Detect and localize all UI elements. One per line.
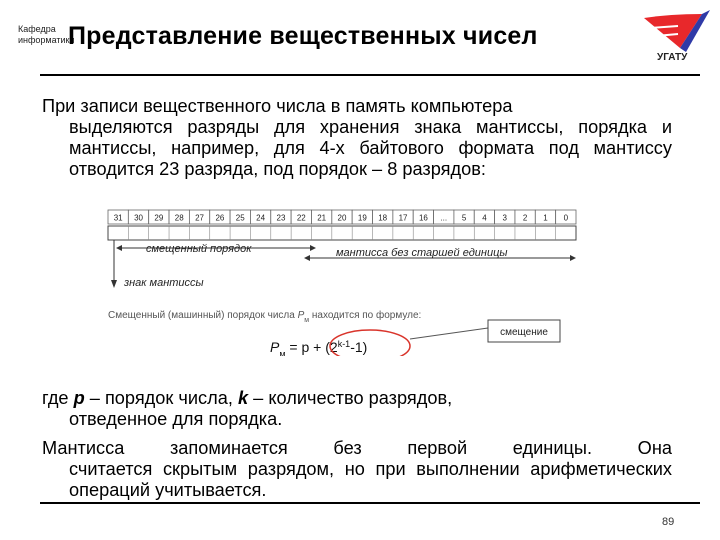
p2-p: p [73, 388, 85, 408]
storage-row [108, 226, 576, 240]
formula-M: м [279, 349, 286, 356]
bit-number: 26 [215, 213, 225, 223]
bit-number: 4 [482, 213, 487, 223]
bit-number: 0 [563, 213, 569, 223]
paragraph-intro [42, 96, 672, 180]
bit-number: 28 [174, 213, 184, 223]
bit-number: 19 [357, 213, 367, 223]
bit-layout-diagram [100, 206, 590, 356]
bit-number: 17 [398, 213, 408, 223]
formula-exp: k-1 [337, 339, 351, 349]
p2-mid: – порядок числа, [84, 388, 238, 408]
bit-number: 23 [276, 213, 286, 223]
paragraph-definition [42, 388, 672, 430]
department-line-1: Кафедра [18, 24, 56, 34]
p3-line1: Мантисса запоминается без первой единицы. Она [42, 438, 672, 458]
bit-number-cells [108, 210, 576, 224]
paragraph-intro-line1: При записи вещественного числа в память компьютера [42, 96, 513, 116]
bit-number: 24 [256, 213, 266, 223]
mantissa-label: мантисса без старшей единицы [336, 247, 508, 259]
bit-number: 1 [543, 213, 548, 223]
formula-expression [270, 339, 367, 356]
offset-label: смещение [500, 327, 548, 338]
formula-caption-a: Смещенный (машинный) порядок числа [108, 310, 298, 321]
formula-caption-m: м [304, 316, 310, 324]
department-label [18, 24, 75, 46]
formula-P: P [270, 339, 280, 355]
p2-pre: где [42, 388, 74, 408]
bit-number: 20 [337, 213, 347, 223]
p2-post: – количество разрядов, [248, 388, 453, 408]
bit-number: 2 [522, 213, 528, 223]
bit-number: 30 [134, 213, 143, 223]
exponent-label: смещенный порядок [146, 243, 252, 255]
bit-number: 5 [461, 213, 467, 223]
bit-number: 27 [195, 213, 205, 223]
bottom-divider [40, 502, 700, 504]
bit-number: ... [440, 213, 448, 223]
formula-caption-b: находится по формуле: [309, 310, 422, 321]
sign-label: знак мантиссы [124, 277, 204, 289]
bit-number: 18 [378, 213, 388, 223]
formula-eq: = p + [285, 339, 326, 355]
paragraph-mantissa [42, 438, 672, 501]
logo-text: УГАТУ [657, 52, 688, 63]
bit-number: 16 [418, 213, 428, 223]
formula-caption-p: P [297, 310, 305, 321]
paragraph-intro-rest: выделяются разряды для хранения знака мантиссы, порядка и мантиссы, например, для 4-х байтового формата под мантиссу отводится 23 разряда, под порядок – 8 разрядов: [69, 117, 672, 179]
bit-number: 21 [317, 213, 327, 223]
bit-number: 29 [154, 213, 164, 223]
p3-rest: считается скрытым разрядом, но при выполнении арифметических операций учитывается. [69, 459, 672, 500]
formula-close: -1) [350, 339, 368, 355]
bit-number: 31 [113, 213, 123, 223]
department-line-2: информатики [18, 35, 75, 45]
p2-rest: отведенное для порядка. [69, 409, 283, 429]
bit-number: 22 [296, 213, 306, 223]
formula-caption [108, 309, 421, 324]
bit-number: 3 [502, 213, 508, 223]
slide-title: Представление вещественных чисел [68, 22, 538, 50]
p2-k: k [237, 388, 249, 408]
top-divider [40, 74, 700, 76]
bit-number: 25 [235, 213, 245, 223]
formula-open: (2 [325, 339, 338, 355]
page-number: 89 [662, 516, 675, 528]
